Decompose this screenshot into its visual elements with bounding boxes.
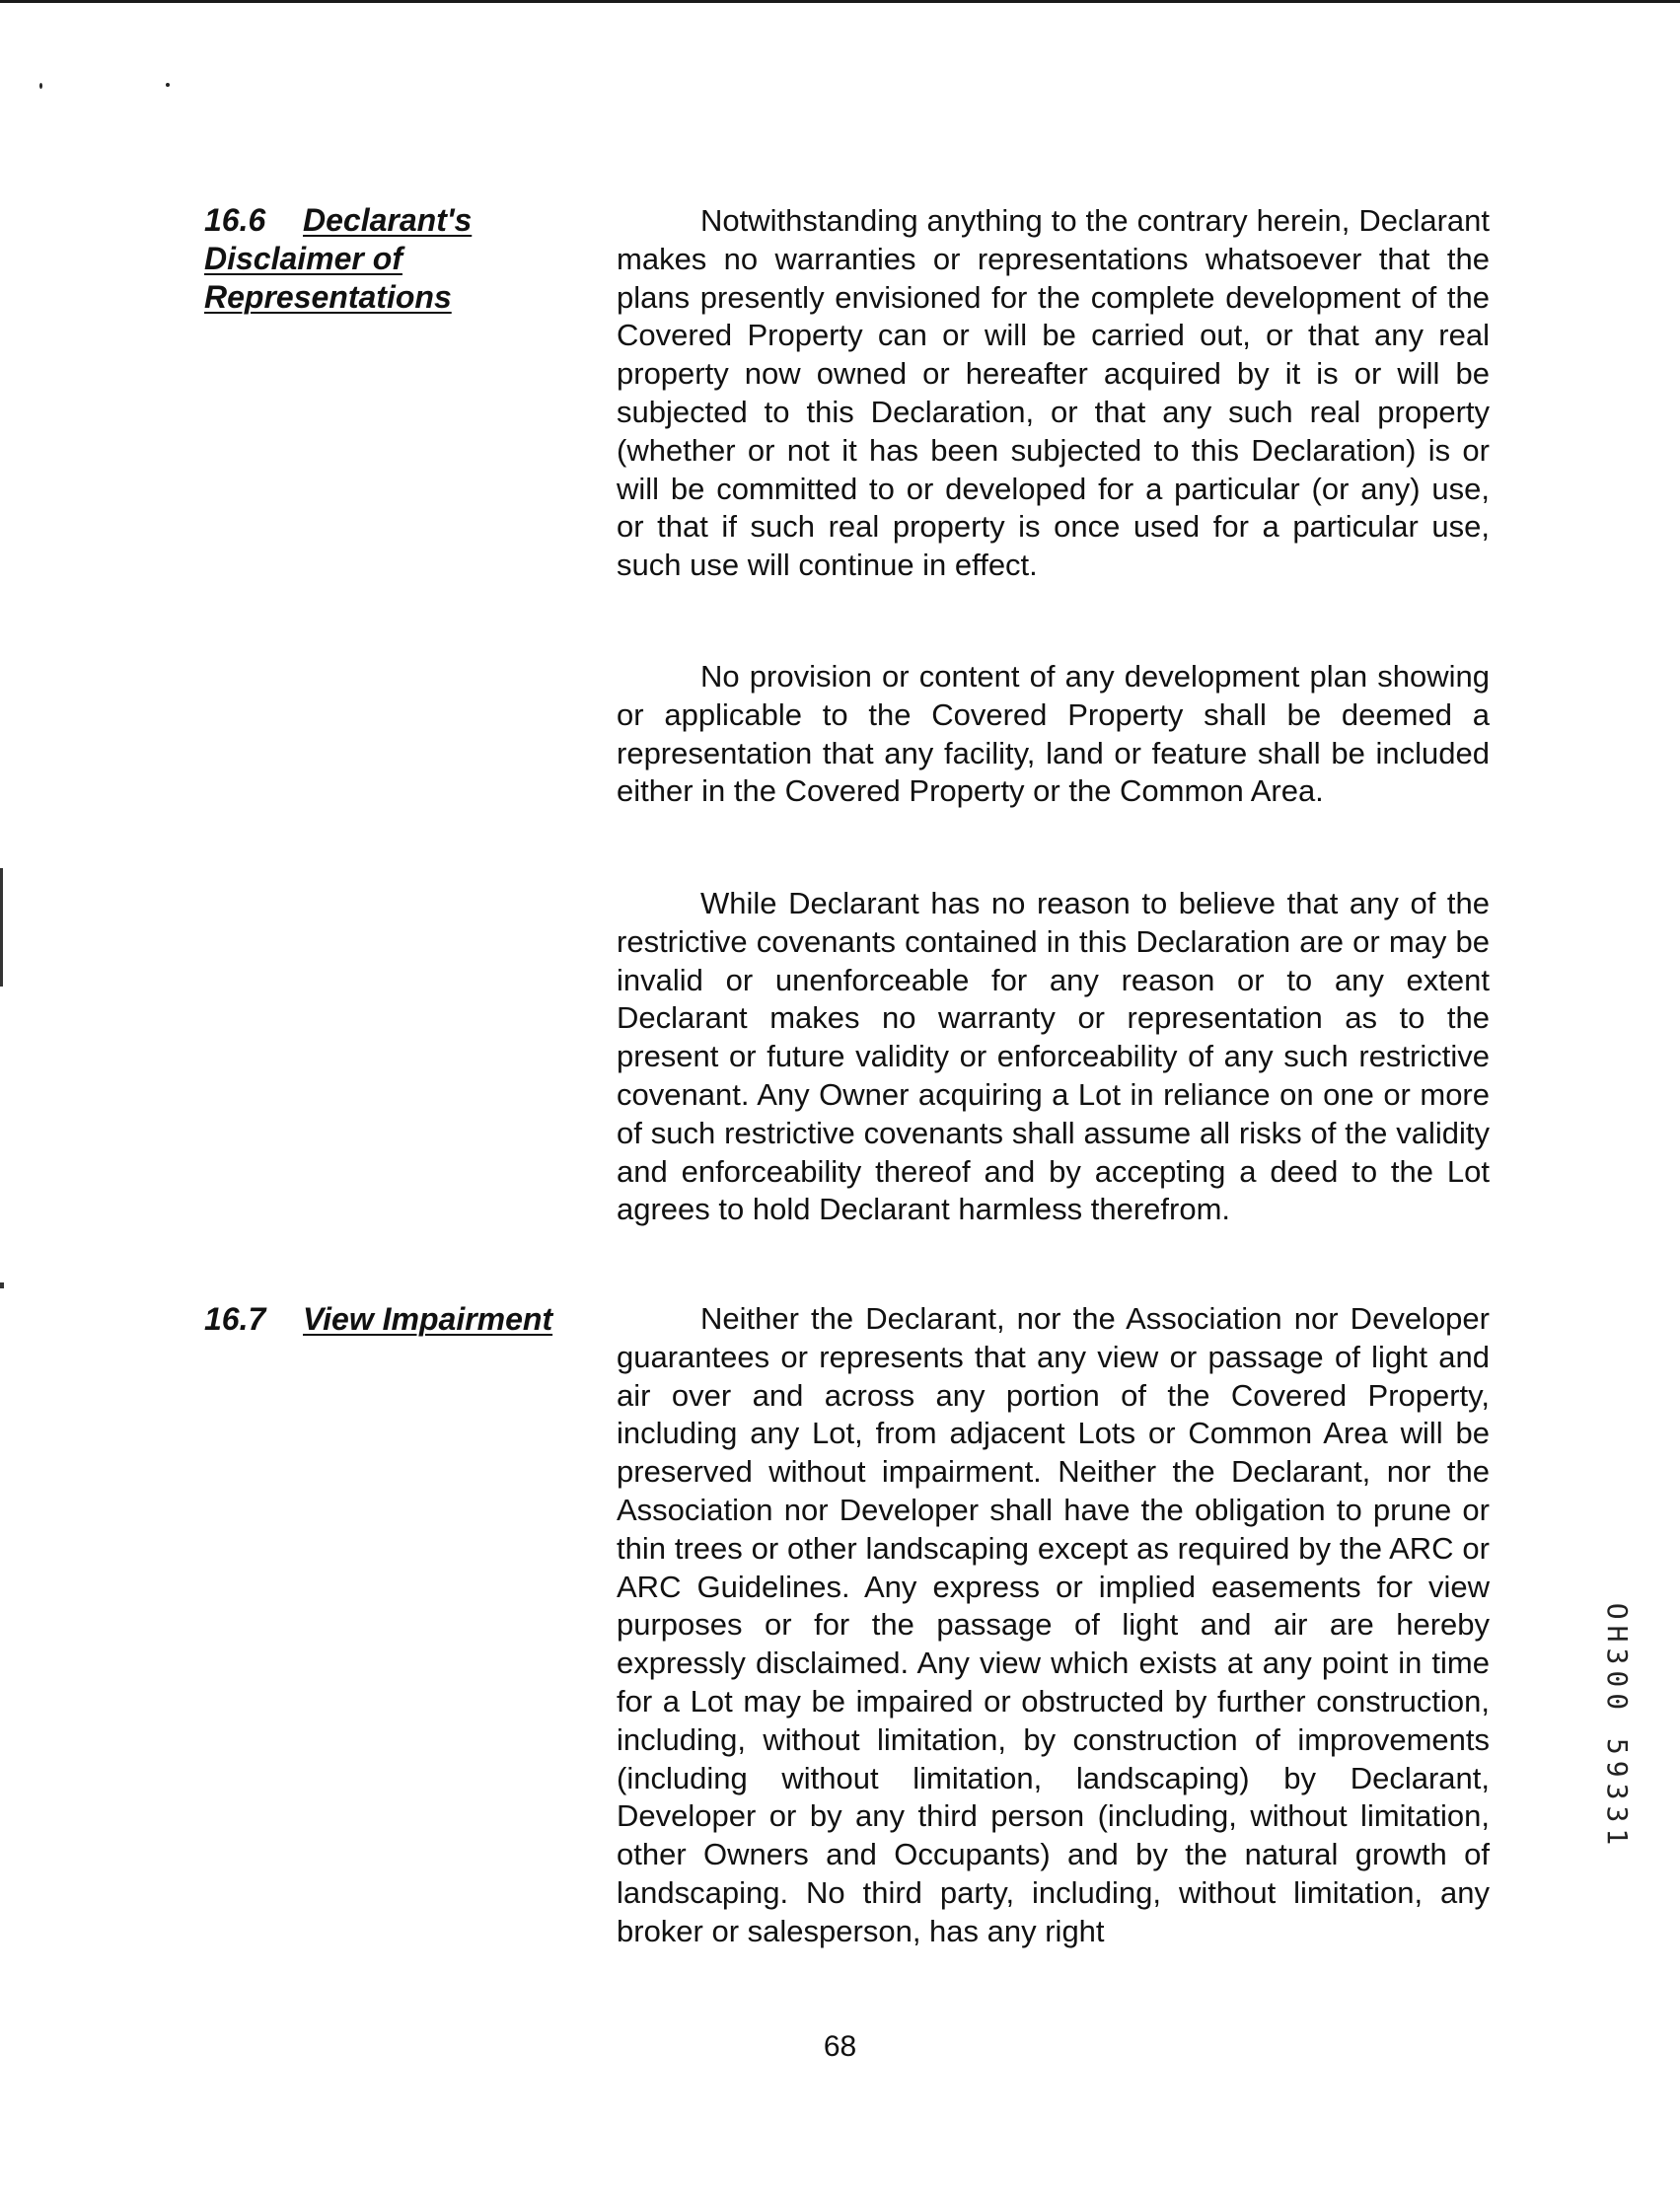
scan-speck: [166, 83, 170, 87]
section-16-6-heading: [204, 201, 472, 317]
page-top-edge: [0, 0, 1680, 3]
section-16-7-number: 16.7: [204, 1301, 266, 1337]
scan-speck: [39, 83, 42, 89]
section-16-7-title: View Impairment: [303, 1301, 553, 1337]
section-16-7-paragraph-1: Neither the Declarant, nor the Association nor Developer guarantees or represents that any view or passage of light and air over and across any portion of the Covered Property, including any Lot, from adjacent Lots or Common Area will be preserved without impairment. Neither the Declarant, nor the Association nor Developer shall have the obligation to prune or thin trees or other landscaping except as required by the ARC or ARC Guidelines. Any express or implied easements for view purposes or for the passage of light and air are hereby expressly disclaimed. Any view which exists at any point in time for a Lot may be impaired or obstructed by further construction, including, without limitation, by construction of improvements (including without limitation, landscaping) by Declarant, Developer or by any third person (including, without limitation, other Owners and Occupants) and by the natural growth of landscaping. No third party, including, without limitation, any broker or salesperson, has any right: [617, 1301, 1490, 1948]
section-16-6-paragraph-3: While Declarant has no reason to believe that any of the restrictive covenants contained in this Declaration are or may be invalid or unenforceable for any reason or to any extent Declarant makes no warranty or representation as to the present or future validity or enforceability of any such restrictive covenant. Any Owner acquiring a Lot in reliance on one or more of such restrictive covenants shall assume all risks of the validity and enforceability thereof and by accepting a deed to the Lot agrees to hold Declarant harmless therefrom.: [617, 886, 1490, 1227]
page-number: 68: [823, 2030, 857, 2063]
scan-margin-mark: [0, 868, 3, 987]
section-16-6-title-line2: Disclaimer of: [204, 241, 402, 276]
section-16-7-heading: [204, 1300, 552, 1339]
side-stamp-text: OH300 59331: [1601, 1602, 1635, 1851]
section-16-6-title-line1: Declarant's: [303, 202, 473, 238]
scan-margin-mark: [0, 1282, 4, 1288]
section-16-6-title-line3: Representations: [204, 279, 452, 315]
section-16-6-number: 16.6: [204, 202, 266, 238]
side-document-stamp: [1593, 1598, 1643, 1855]
section-16-6-paragraph-2: No provision or content of any development plan showing or applicable to the Covered Property shall be deemed a representation that any facility, land or feature shall be included either in the Covered Property or the Common Area.: [617, 659, 1490, 809]
section-16-6-paragraph-1: Notwithstanding anything to the contrary herein, Declarant makes no warranties or representations whatsoever that the plans presently envisioned for the complete development of the Covered Property can or will be carried out, or that any real property now owned or hereafter acquired by it is or will be subjected to this Declaration, or that any such real property (whether or not it has been subjected to this Declaration) is or will be committed to or developed for a particular (or any) use, or that if such real property is once used for a particular use, such use will continue in effect.: [617, 203, 1490, 583]
